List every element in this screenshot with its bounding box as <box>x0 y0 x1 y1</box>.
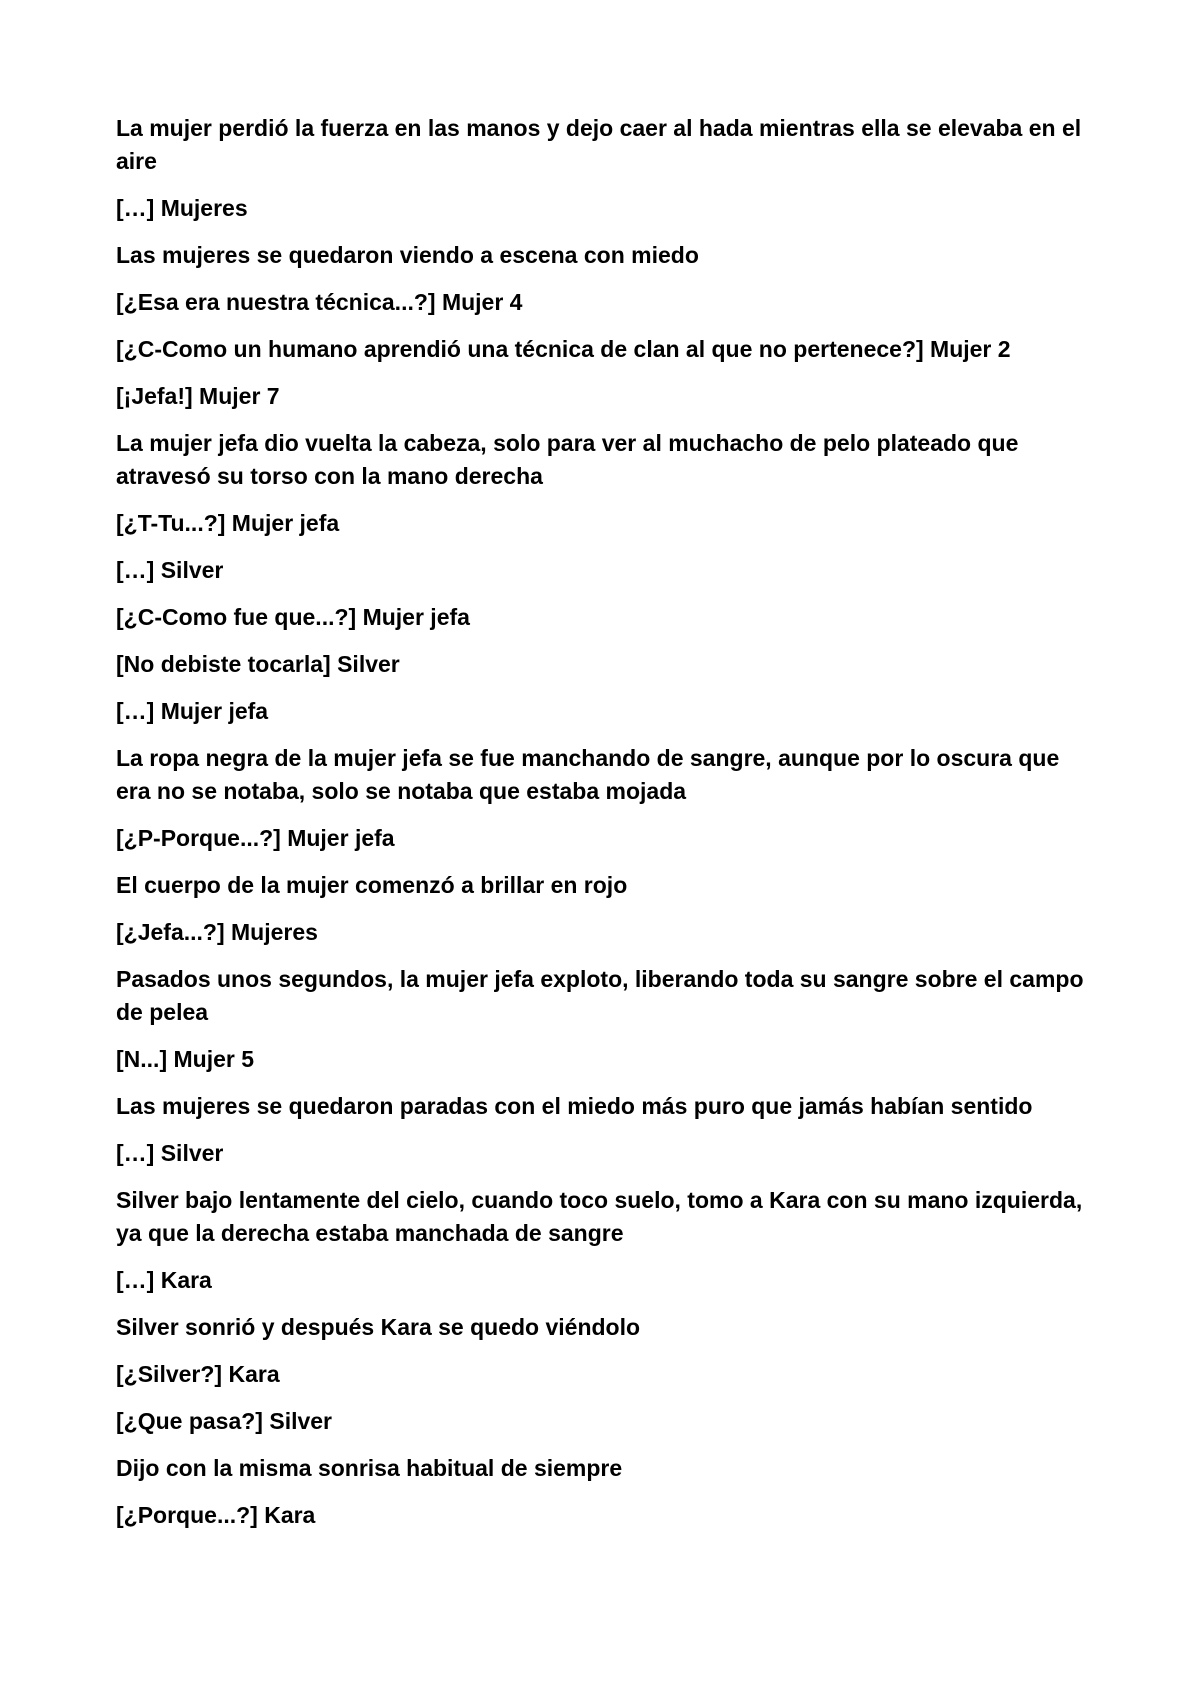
dialogue-line: [¿C-Como un humano aprendió una técnica de clan al que no pertenece?] Mujer 2 <box>116 336 1011 362</box>
dialogue-line: [¿C-Como fue que...?] Mujer jefa <box>116 604 470 630</box>
dialogue-line: [No debiste tocarla] Silver <box>116 651 400 677</box>
dialogue-line: [¿Jefa...?] Mujeres <box>116 919 318 945</box>
dialogue-line: [¿Silver?] Kara <box>116 1361 280 1387</box>
dialogue-line: [¿T-Tu...?] Mujer jefa <box>116 510 340 536</box>
narration-paragraph: El cuerpo de la mujer comenzó a brillar en rojo <box>116 872 628 898</box>
dialogue-line: [¡Jefa!] Mujer 7 <box>116 383 280 409</box>
narration-paragraph: Pasados unos segundos, la mujer jefa exploto, liberando toda su sangre sobre el campo de pelea <box>116 966 1084 1025</box>
document-body <box>116 112 1092 1546</box>
narration-paragraph: La mujer jefa dio vuelta la cabeza, solo para ver al muchacho de pelo plateado que atravesó su torso con la mano derecha <box>116 430 1019 489</box>
narration-paragraph: La ropa negra de la mujer jefa se fue manchando de sangre, aunque por lo oscura que era no se notaba, solo se notaba que estaba mojada <box>116 745 1060 804</box>
dialogue-line: […] Mujeres <box>116 195 248 221</box>
dialogue-line: [N...] Mujer 5 <box>116 1046 255 1072</box>
narration-paragraph: Dijo con la misma sonrisa habitual de siempre <box>116 1455 623 1481</box>
narration-paragraph: Las mujeres se quedaron viendo a escena con miedo <box>116 242 699 268</box>
dialogue-line: [¿Esa era nuestra técnica...?] Mujer 4 <box>116 289 523 315</box>
narration-paragraph: La mujer perdió la fuerza en las manos y dejo caer al hada mientras ella se elevaba en el aire <box>116 115 1082 174</box>
dialogue-line: [¿Porque...?] Kara <box>116 1502 316 1528</box>
dialogue-line: […] Mujer jefa <box>116 698 269 724</box>
narration-paragraph: Las mujeres se quedaron paradas con el miedo más puro que jamás habían sentido <box>116 1093 1033 1119</box>
narration-paragraph: Silver bajo lentamente del cielo, cuando toco suelo, tomo a Kara con su mano izquierda, ya que la derecha estaba manchada de sangre <box>116 1187 1083 1246</box>
dialogue-line: [¿P-Porque...?] Mujer jefa <box>116 825 395 851</box>
dialogue-line: [¿Que pasa?] Silver <box>116 1408 333 1434</box>
dialogue-line: […] Kara <box>116 1267 212 1293</box>
dialogue-line: […] Silver <box>116 1140 224 1166</box>
dialogue-line: […] Silver <box>116 557 224 583</box>
narration-paragraph: Silver sonrió y después Kara se quedo viéndolo <box>116 1314 641 1340</box>
